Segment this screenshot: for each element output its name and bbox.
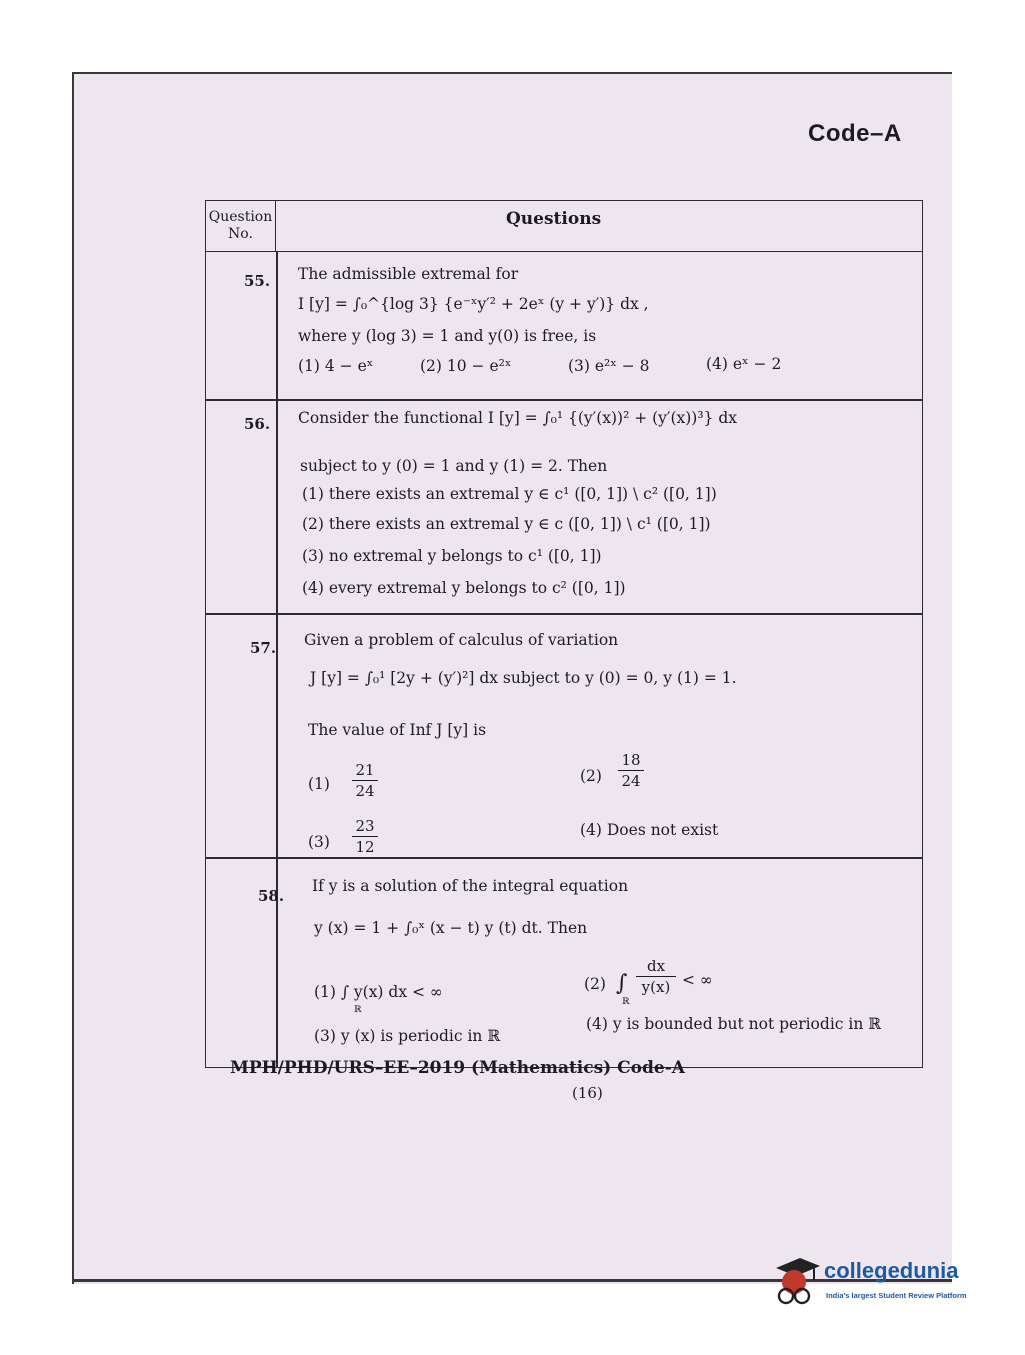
question-no-header: Question No. (206, 201, 276, 251)
row-divider (206, 857, 922, 859)
q57-option-1-denominator: 24 (355, 782, 375, 800)
q55-option-1: (1) 4 − eˣ (298, 357, 374, 375)
brand-mascot-icon (770, 1252, 822, 1308)
q57-option-4: (4) Does not exist (580, 821, 719, 839)
q57-option-2-numerator: 18 (618, 751, 644, 771)
row-divider (206, 399, 922, 401)
q58-option-2-denominator: y(x) (641, 978, 671, 996)
q58-stem: If y is a solution of the integral equation (312, 877, 629, 895)
footer-page-number: (16) (572, 1084, 603, 1102)
q58-option-2-integral: ∫ (616, 971, 628, 996)
q58-option-2-numerator: dx (636, 957, 676, 977)
q55-condition: where y (log 3) = 1 and y(0) is free, is (298, 327, 597, 345)
q56-stem: Consider the functional I [y] = ∫₀¹ {(y′(x))² + (y′(x))³} dx (298, 409, 738, 427)
question-table (205, 200, 923, 1068)
q55-stem: The admissible extremal for (298, 265, 519, 283)
questions-header: Questions (506, 209, 602, 229)
q58-option-2-fraction (636, 957, 676, 996)
question-number-57: 57. (250, 639, 277, 657)
q56-option-2: (2) there exists an extremal y ∈ c ([0, 1]) \ c¹ ([0, 1]) (302, 515, 711, 533)
q57-option-3-fraction (352, 817, 378, 856)
q57-option-1-fraction (352, 761, 378, 800)
q58-option-4: (4) y is bounded but not periodic in ℝ (586, 1015, 882, 1033)
q57-option-3-label: (3) (308, 833, 330, 851)
q57-formula: J [y] = ∫₀¹ [2y + (y′)²] dx subject to y (0) = 0, y (1) = 1. (310, 669, 737, 687)
footer-exam-code: MPH/PHD/URS–EE–2019 (Mathematics) Code-A (230, 1058, 685, 1078)
q58-option-2-domain: ℝ (622, 997, 630, 1007)
q58-option-1-domain: ℝ (354, 1005, 362, 1015)
q55-option-3: (3) e²ˣ − 8 (568, 357, 650, 375)
q58-option-2-label: (2) (584, 975, 606, 993)
q58-option-2-tail: < ∞ (682, 971, 713, 989)
q57-option-2-fraction (618, 751, 644, 790)
code-label: Code–A (808, 120, 902, 147)
row-divider (206, 613, 922, 615)
q56-option-3: (3) no extremal y belongs to c¹ ([0, 1]) (302, 547, 602, 565)
q57-option-2-denominator: 24 (621, 772, 641, 790)
brand-tagline: India's largest Student Review Platform (826, 1291, 967, 1300)
question-number-56: 56. (244, 415, 271, 433)
q57-option-3-numerator: 23 (352, 817, 378, 837)
q58-formula: y (x) = 1 + ∫₀ˣ (x − t) y (t) dt. Then (314, 919, 588, 937)
q58-option-3: (3) y (x) is periodic in ℝ (314, 1027, 501, 1045)
table-header (206, 201, 922, 252)
q57-option-2-label: (2) (580, 767, 602, 785)
q57-stem: Given a problem of calculus of variation (304, 631, 619, 649)
q56-option-1: (1) there exists an extremal y ∈ c¹ ([0, 1]) \ c² ([0, 1]) (302, 485, 717, 503)
q55-formula: I [y] = ∫₀^{log 3} {e⁻ˣy′² + 2eˣ (y + y′)} dx , (298, 295, 649, 313)
q57-option-1-numerator: 21 (352, 761, 378, 781)
q57-option-3-denominator: 12 (355, 838, 375, 856)
q57-option-1-label: (1) (308, 775, 330, 793)
column-divider (276, 251, 278, 1067)
brand-watermark (770, 1252, 1000, 1312)
q56-option-4: (4) every extremal y belongs to c² ([0, 1]) (302, 579, 626, 597)
q55-option-2: (2) 10 − e²ˣ (420, 357, 512, 375)
q57-question: The value of Inf J [y] is (308, 721, 487, 739)
q58-option-1: (1) ∫ y(x) dx < ∞ (314, 983, 443, 1001)
q55-option-4: (4) eˣ − 2 (706, 355, 782, 373)
question-number-55: 55. (244, 272, 271, 290)
brand-name: collegedunia (824, 1258, 959, 1283)
question-number-58: 58. (258, 887, 285, 905)
q56-condition: subject to y (0) = 1 and y (1) = 2. Then (300, 457, 608, 475)
